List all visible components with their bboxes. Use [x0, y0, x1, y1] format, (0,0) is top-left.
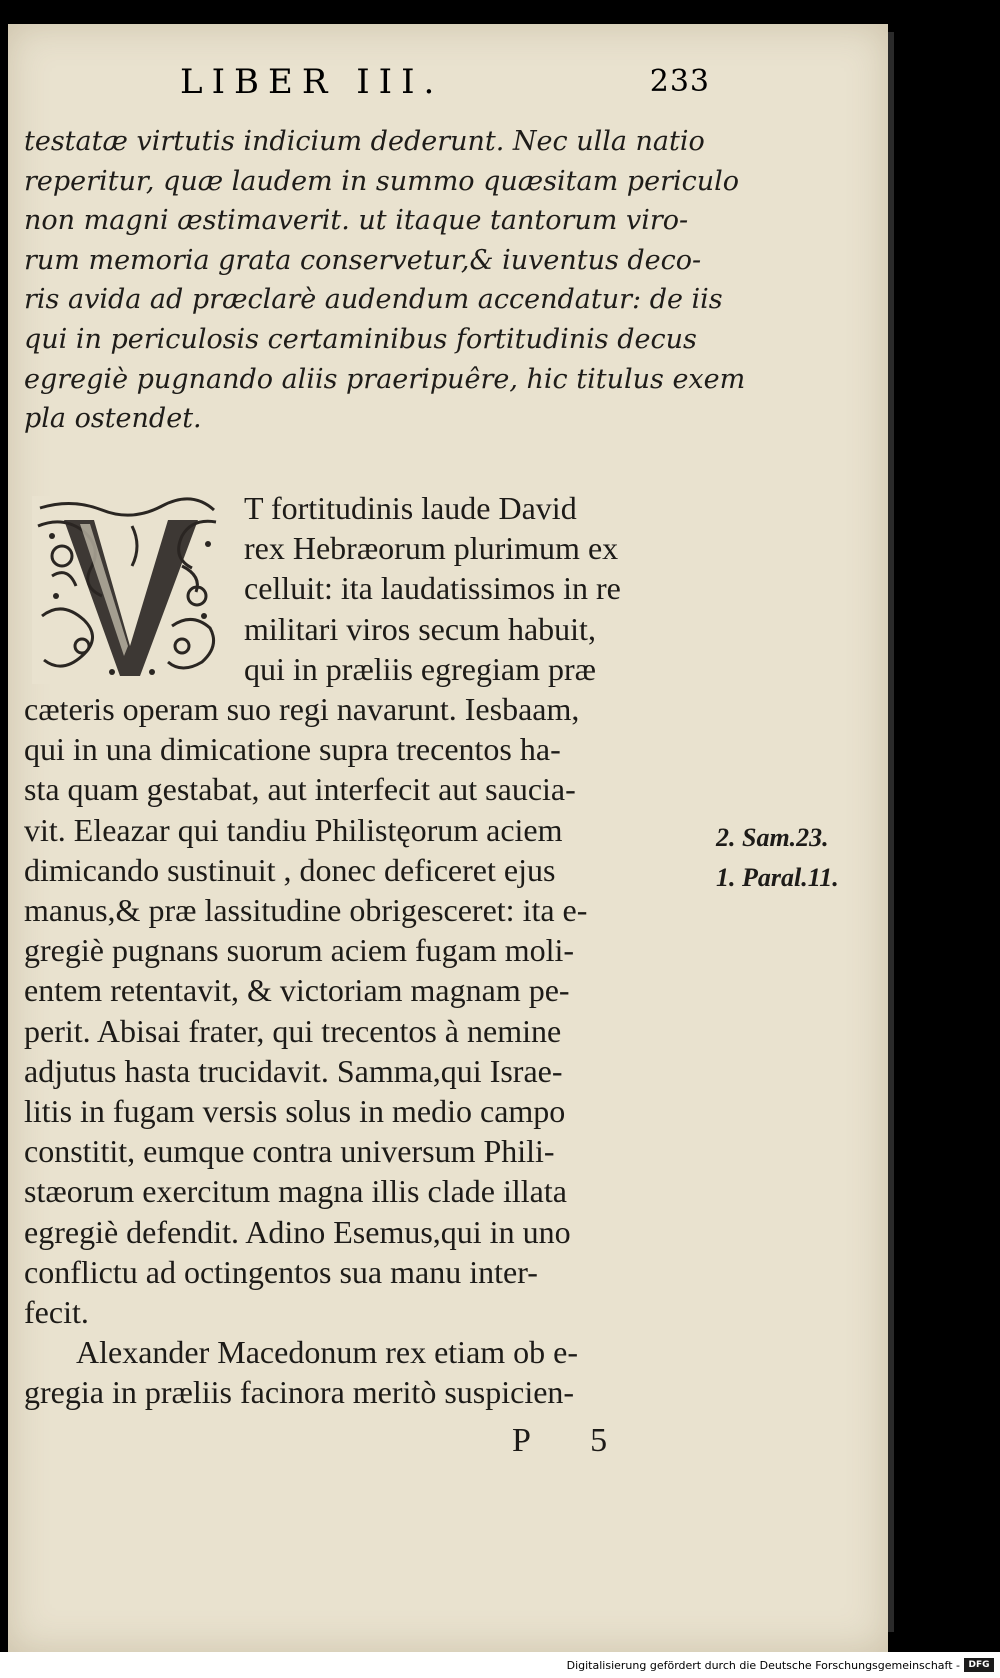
marginal-note: 1. Paral.11. [716, 863, 839, 892]
text-line: non magni æstimaverit. ut itaque tantorum viro- [24, 205, 689, 237]
text-line: Alexander Macedonum rex etiam ob e- [76, 1334, 579, 1371]
signature-mark: P 5 [512, 1422, 634, 1459]
text-line: qui in periculosis certaminibus fortitudinis decus [24, 323, 697, 355]
text-line: militari viros secum habuit, [244, 610, 596, 647]
text-line: fecit. [24, 1294, 89, 1331]
folio-number: 233 [649, 64, 710, 99]
text-line: adjutus hasta trucidavit. Samma,qui Israe- [24, 1052, 563, 1089]
text-line: ris avida ad præclarè audendum accendatur: de iis [24, 284, 723, 316]
main-body-text [24, 689, 714, 1413]
page-edge-shadow [888, 32, 894, 1632]
text-line: sta quam gestabat, aut interfecit aut saucia- [24, 771, 576, 808]
text-line: perit. Abisai frater, qui trecentos à nemine [24, 1012, 562, 1049]
text-line: vit. Eleazar qui tandiu Philistęorum aciem [24, 811, 563, 848]
text-line: gregia in præliis facinora meritò suspicien- [24, 1374, 575, 1411]
text-line: reperitur, quæ laudem in summo quæsitam periculo [24, 165, 740, 197]
text-line: egregiè pugnando aliis praeripuêre, hic titulus exem [24, 363, 746, 395]
text-line: constitit, eumque contra universum Phili- [24, 1133, 555, 1170]
text-line: dimicando sustinuit , donec deficeret ejus [24, 851, 556, 888]
text-line: litis in fugam versis solus in medio campo [24, 1093, 566, 1130]
text-line: rex Hebræorum plurimum ex [244, 530, 619, 567]
text-line: egregiè defendit. Adino Esemus,qui in uno [24, 1213, 571, 1250]
indented-opening-lines [24, 488, 714, 689]
text-line: pla ostendet. [24, 403, 202, 435]
text-line: rum memoria grata conservetur,& iuventus deco- [24, 244, 702, 276]
text-line: T fortitudinis laude David [244, 490, 577, 526]
italic-introduction [24, 122, 746, 439]
marginal-notes [716, 818, 839, 898]
text-line: celluit: ita laudatissimos in re [244, 570, 621, 607]
marginal-note: 2. Sam.23. [716, 823, 829, 852]
text-line: manus,& præ lassitudine obrigesceret: ita e- [24, 892, 588, 929]
text-line: qui in una dimicatione supra trecentos ha- [24, 731, 561, 768]
text-line: stæorum exercitum magna illis clade illata [24, 1173, 567, 1210]
running-title: LIBER III. [180, 62, 444, 102]
text-line: qui in præliis egregiam præ [244, 650, 596, 687]
footer-credit: Digitalisierung gefördert durch die Deutsche Forschungsgemeinschaft - [566, 1659, 960, 1672]
text-line: conflictu ad octingentos sua manu inter- [24, 1253, 538, 1290]
running-header [180, 62, 710, 102]
text-line: gregiè pugnans suorum aciem fugam moli- [24, 932, 575, 969]
text-line: entem retentavit, & victoriam magnam pe- [24, 972, 570, 1009]
text-line: cæteris operam suo regi navarunt. Iesbaam, [24, 691, 580, 727]
dfg-logo: DFG [964, 1658, 994, 1672]
text-line: testatæ virtutis indicium dederunt. Nec ulla natio [24, 126, 705, 157]
